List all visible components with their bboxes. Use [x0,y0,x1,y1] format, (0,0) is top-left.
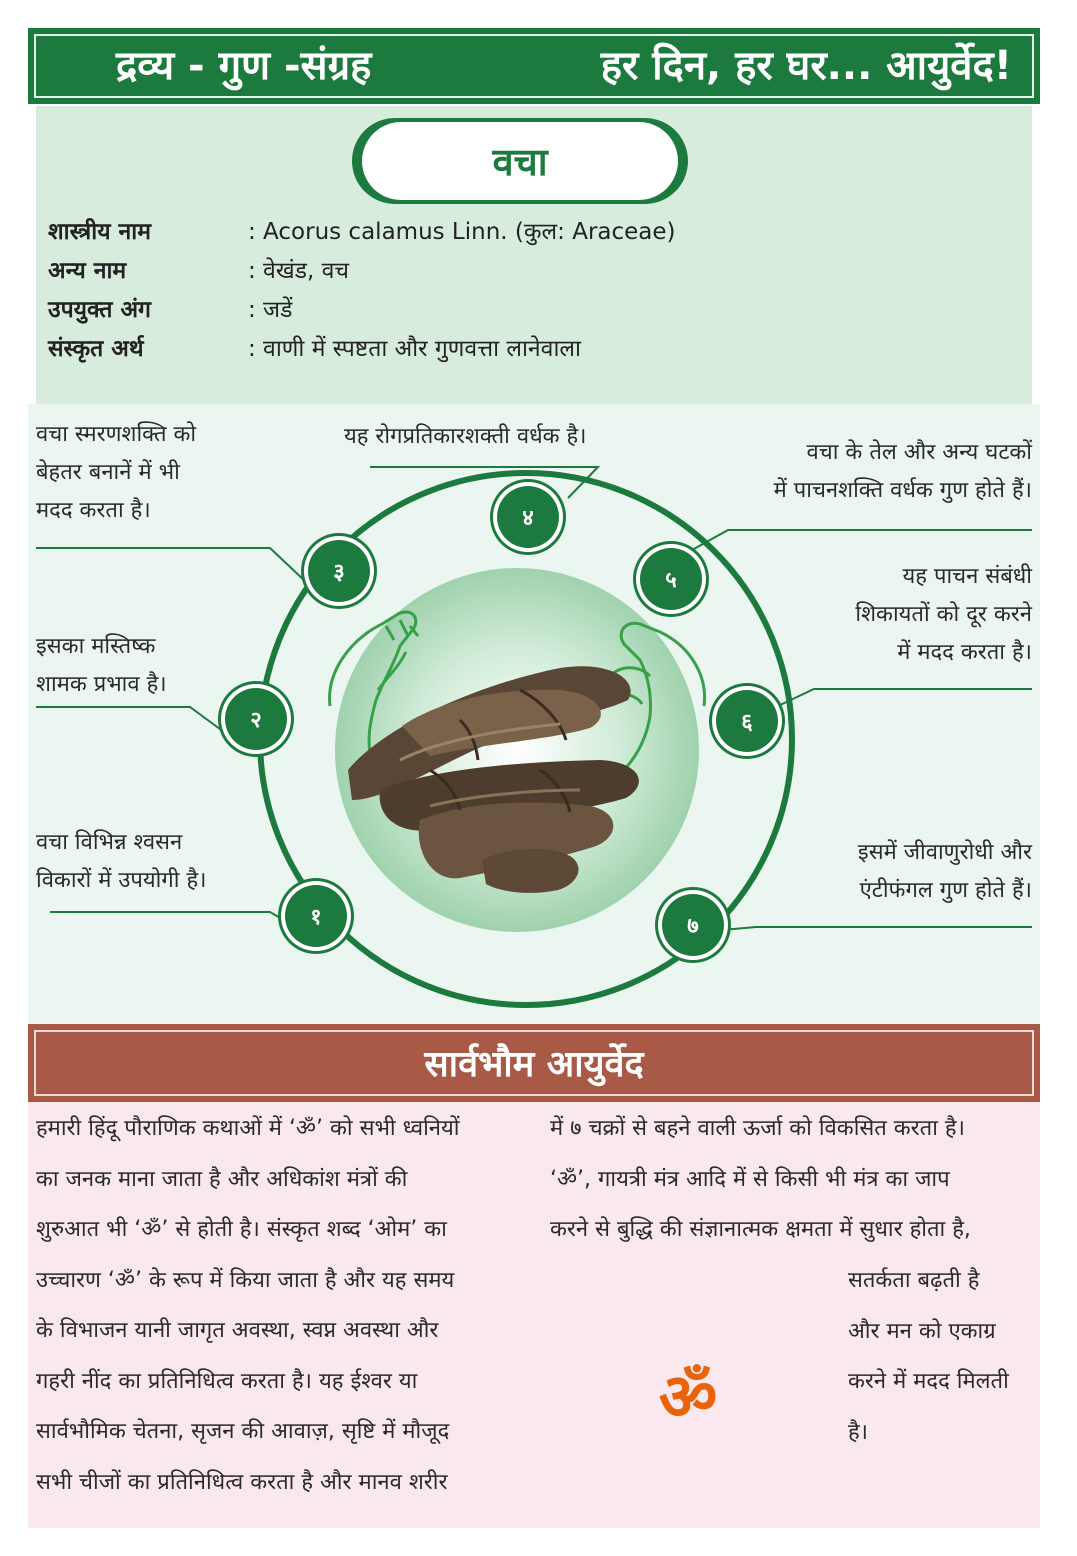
info-value: : Acorus calamus Linn. (कुल: Araceae) [248,219,676,245]
herb-name: वचा [492,140,548,184]
benefit-line: मदद करता है। [36,498,151,523]
info-value: : जडें [248,297,293,323]
para-line: में ७ चक्रों से बहने वाली ऊर्जा को विकसित करता है। [550,1116,965,1141]
section2-right-paragraph-continued [848,1256,1032,1458]
benefit-text-6 [855,558,1032,672]
para-line: के विभाजन यानी जागृत अवस्था, स्वप्न अवस्था और [36,1318,439,1343]
benefit-node-6: ६ [716,690,778,752]
section2-right-paragraph [550,1104,1032,1256]
info-label: उपयुक्त अंग [48,297,151,323]
info-label: अन्य नाम [48,258,127,284]
benefit-text-7 [858,834,1032,910]
para-line: और मन को एकाग्र [848,1318,996,1344]
benefit-node-7: ७ [662,894,724,956]
info-value: : वाणी में स्पष्टता और गुणवत्ता लानेवाला [248,336,581,362]
benefit-line: एंटीफंगल गुण होते हैं। [859,878,1032,903]
benefit-line: वचा विभिन्न श्वसन [36,830,183,855]
benefit-node-2: २ [225,688,287,750]
om-symbol: ॐ [658,1360,718,1435]
benefit-node-3: ३ [308,540,370,602]
benefit-line: में मदद करता है। [897,640,1032,665]
para-line: उच्चारण ‘ॐ’ के रूप में किया जाता है और यह समय [36,1267,455,1293]
benefit-text-5 [774,434,1032,510]
section2-banner [28,1024,1040,1102]
benefit-line: वचा स्मरणशक्ति को [36,422,197,447]
benefit-node-4: ४ [497,486,559,548]
benefit-text-1 [36,824,206,900]
para-line: है। [848,1419,869,1445]
section2-title: सार्वभौम आयुर्वेद [424,1044,644,1085]
info-label: संस्कृत अर्थ [48,336,144,362]
para-line: सार्वभौमिक चेतना, सृजन की आवाज़, सृष्टि में मौजूद [36,1419,450,1444]
benefit-line: बेहतर बनानें में भी [36,460,180,485]
header-right-title: हर दिन, हर घर... आयुर्वेद! [600,43,1012,89]
para-line: सतर्कता बढ़ती है [848,1268,980,1293]
benefit-text-3 [36,416,196,530]
para-line: ‘ॐ’, गायत्री मंत्र आदि में से किसी भी मंत्र का जाप [550,1166,950,1192]
para-line: करने में मदद मिलती [848,1369,1009,1394]
benefit-node-1: १ [285,885,347,947]
para-line: गहरी नींद का प्रतिनिधित्व करता है। यह ईश्वर या [36,1368,418,1394]
para-line: शुरुआत भी ‘ॐ’ से होती है। संस्कृत शब्द ‘ओम’ का [36,1217,447,1242]
benefit-line: में पाचनशक्ति वर्धक गुण होते हैं। [773,478,1032,503]
para-line: सभी चीजों का प्रतिनिधित्व करता है और मानव शरीर [36,1469,448,1495]
benefit-line: शिकायतों को दूर करने [855,602,1032,627]
benefit-node-5: ५ [640,548,702,610]
para-line: का जनक माना जाता है और अधिकांश मंत्रों की [36,1166,408,1192]
benefit-line: इसमें जीवाणुरोधी और [857,840,1032,865]
benefit-text-4 [344,418,587,456]
benefit-line: शामक प्रभाव है। [36,672,167,697]
benefit-line: यह रोगप्रतिकारशक्ती वर्धक है। [344,424,587,449]
benefit-line: इसका मस्तिष्क [36,634,156,659]
para-line: हमारी हिंदू पौराणिक कथाओं में ‘ॐ’ को सभी ध्वनियों [36,1116,460,1141]
para-line: करने से बुद्धि की संज्ञानात्मक क्षमता में सुधार होता है, [550,1217,971,1242]
benefit-line: यह पाचन संबंधी [902,564,1032,589]
benefit-line: वचा के तेल और अन्य घटकों [806,440,1032,465]
benefit-text-2 [36,628,167,704]
info-label: शास्त्रीय नाम [48,219,152,245]
header-left-title: द्रव्य - गुण -संग्रह [116,43,372,89]
section2-left-paragraph [36,1104,516,1508]
benefit-line: विकारों में उपयोगी है। [36,868,207,893]
info-value: : वेखंड, वच [248,258,349,284]
